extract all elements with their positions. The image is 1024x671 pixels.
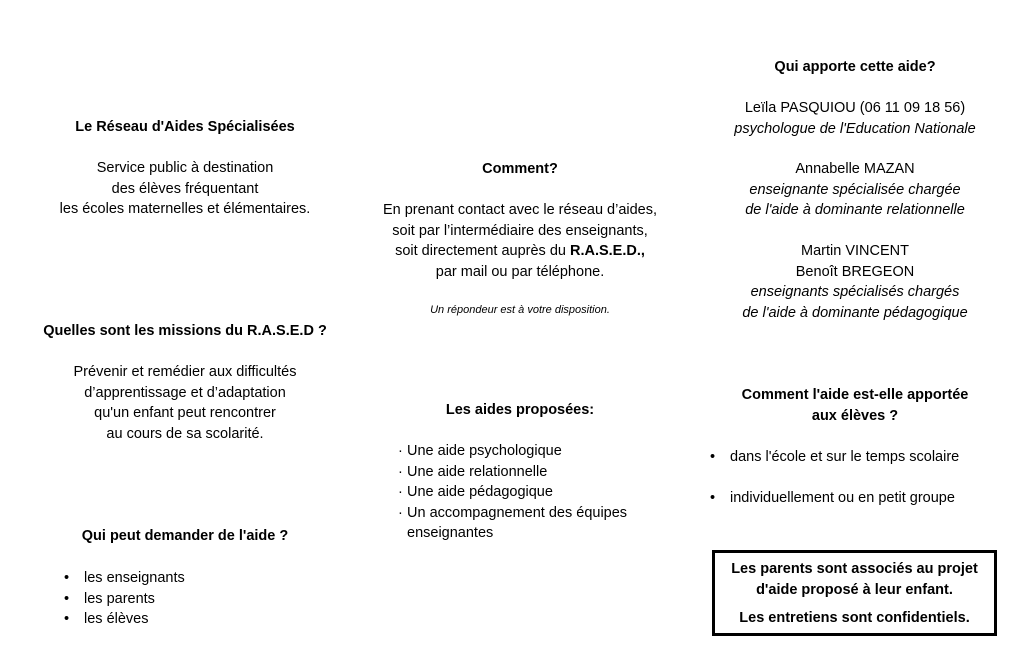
missions-line: d’apprentissage et d’adaptation: [84, 384, 286, 401]
provider-3: [710, 241, 1000, 323]
intro-text: [40, 158, 330, 220]
list-item: · Une aide relationnelle: [398, 462, 653, 483]
intro-line: Service public à destination: [96, 160, 274, 176]
intro-line: les écoles maternelles et élémentaires.: [59, 201, 311, 217]
list-item: • les élèves: [60, 609, 310, 630]
provider-role: enseignants spécialisés chargés: [750, 284, 960, 300]
notice-line: d'aide proposé à leur enfant.: [756, 581, 953, 598]
how-line: En prenant contact avec le réseau d’aides,: [382, 202, 658, 218]
provider-role: psychologue de l'Education Nationale: [734, 120, 976, 137]
how-line: par mail ou par téléphone.: [435, 263, 605, 280]
how-line: [360, 241, 680, 262]
how-direct: soit directement auprès du: [395, 243, 570, 259]
rased-acronym: R.A.S.E.D.,: [569, 243, 645, 259]
parents-notice-box: [712, 550, 997, 636]
notice-line: Les entretiens sont confidentiels.: [739, 610, 970, 626]
list-item: • individuellement ou en petit groupe: [706, 488, 1006, 509]
how-text: [360, 200, 680, 282]
provider-2: [710, 159, 1000, 221]
missions-title: Quelles sont les missions du R.A.S.E.D ?: [43, 323, 327, 339]
list-item: • les parents: [60, 589, 310, 610]
how-title: Comment?: [482, 161, 558, 177]
list-item: · Un accompagnement des équipes enseignantes: [398, 503, 653, 544]
network-title: Le Réseau d'Aides Spécialisées: [75, 119, 295, 135]
who-can-ask-list: [60, 568, 310, 630]
provider-name: Annabelle MAZAN: [795, 161, 915, 177]
list-item: • dans l'école et sur le temps scolaire: [706, 447, 1006, 468]
list-item: • les enseignants: [60, 568, 310, 589]
provider-role: de l'aide à dominante relationnelle: [745, 202, 965, 218]
notice-line: Les parents sont associés au projet: [731, 561, 978, 577]
provider-name: Leïla PASQUIOU (06 11 09 18 56): [744, 100, 966, 116]
provider-role: de l'aide à dominante pédagogique: [742, 304, 968, 321]
who-can-ask-title: Qui peut demander de l'aide ?: [81, 528, 289, 544]
missions-line: au cours de sa scolarité.: [106, 425, 264, 442]
provider-1: [710, 98, 1000, 139]
providers-title: Qui apporte cette aide?: [774, 59, 936, 75]
how-provided-title: Comment l'aide est-elle apportée aux élèves ?: [741, 387, 969, 424]
aids-title: Les aides proposées:: [445, 402, 595, 418]
provider-name: Benoît BREGEON: [795, 263, 915, 280]
aids-list: [398, 441, 653, 544]
how-provided-list: [706, 447, 1006, 509]
list-item: · Une aide psychologique: [398, 441, 653, 462]
list-item: · Une aide pédagogique: [398, 482, 653, 503]
missions-line: qu'un enfant peut rencontrer: [94, 405, 276, 421]
missions-text: [40, 362, 330, 444]
answering-machine-note: Un répondeur est à votre disposition.: [430, 304, 610, 316]
how-line: soit par l’intermédiaire des enseignants,: [392, 222, 648, 239]
provider-role: enseignante spécialisée chargée: [749, 181, 961, 198]
missions-line: Prévenir et remédier aux difficultés: [73, 364, 297, 380]
intro-line: des élèves fréquentant: [111, 180, 259, 197]
provider-name: Martin VINCENT: [801, 243, 909, 259]
